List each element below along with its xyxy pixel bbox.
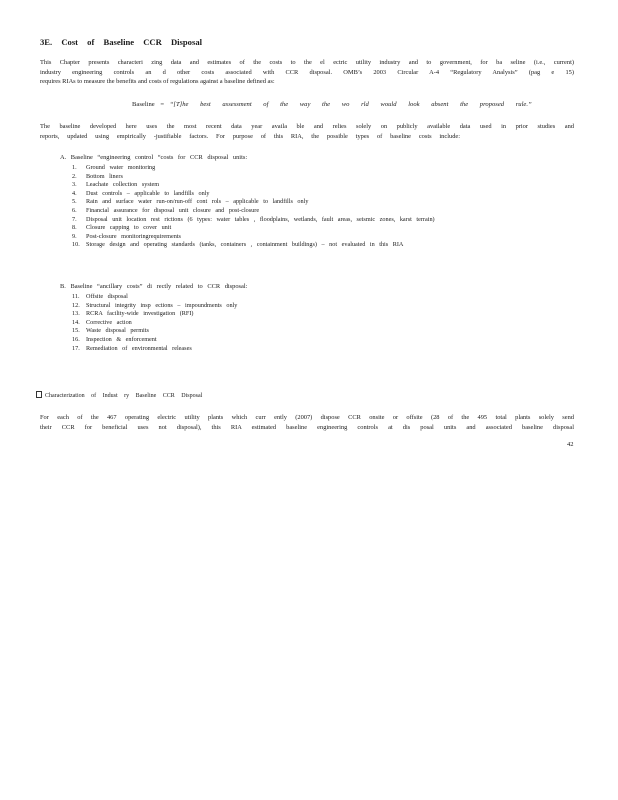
item-text: Financial assurance for disposal unit closure and post-closure [86, 206, 260, 214]
item-number: 8. [72, 224, 77, 232]
item-text: Ground water monitoring [86, 164, 156, 171]
item-text: Leachate collection system [86, 181, 160, 189]
item-number: 6. [72, 206, 77, 214]
list-item [72, 327, 237, 336]
item-number: 17. [72, 344, 80, 352]
item-number: 14. [72, 318, 80, 326]
subsection-title: Characterization of Indust ry Baseline CCR Disposal [45, 393, 203, 399]
list-item [72, 173, 435, 182]
item-number: 12. [72, 301, 80, 309]
list-item [72, 293, 237, 302]
baseline-label: Baseline = [132, 101, 165, 108]
list-item [72, 181, 435, 190]
list-item [72, 224, 435, 233]
item-number: 15. [72, 327, 80, 335]
item-text: Offsite disposal [86, 293, 128, 300]
item-number: 1. [72, 164, 77, 171]
closing-paragraph [40, 413, 574, 432]
list-item [72, 310, 237, 319]
baseline-quote: “[T]he best assessment of the way the wo rld would look absent the proposed rule.” [169, 101, 532, 108]
item-number: 10. [72, 241, 80, 249]
intro-line: requires RIAs to measure the benefits and costs of regulations against a baseline defined as: [40, 78, 275, 85]
item-number: 7. [72, 215, 77, 223]
item-text: Structural integrity insp ections – impoundments only [86, 301, 238, 309]
baseline-definition [132, 101, 532, 108]
list-item [72, 233, 435, 242]
group-a-title: A. Baseline “engineering control “costs for CCR disposal units: [60, 154, 248, 161]
intro-line: industry engineering controls an d other costs associated with CCR disposal. OMB’s 2003 Circular A-4 “Regulatory Analysis” (pag e 15) [40, 68, 574, 76]
item-text: RCRA facility-wide investigation (RFI) [86, 310, 194, 318]
baseline-line: reports, updated using empirically -justifiable factors. For purpose of this RIA, the possible types of baseline costs include: [40, 132, 460, 140]
list-item [72, 207, 435, 216]
item-text: Corrective action [86, 318, 132, 326]
item-text: Closure capping to cover unit [86, 224, 172, 232]
item-text: Dust controls – applicable to landfills only [86, 189, 210, 197]
item-text: Inspection & enforcement [86, 335, 157, 343]
item-number: 16. [72, 335, 80, 343]
item-text: Bottom liners [86, 172, 123, 180]
item-text: Rain and surface water run-on/run-off cont rols – applicable to landfills only [86, 198, 309, 206]
group-b-list [72, 293, 237, 353]
item-text: Remediation of environmental releases [86, 344, 192, 352]
item-text: Post-closure monitoringrequirements [86, 232, 181, 240]
list-item [72, 302, 237, 311]
item-text: Waste disposal permits [86, 327, 149, 335]
list-item [72, 319, 237, 328]
group-a-list [72, 164, 435, 250]
page-number: 42 [567, 441, 574, 448]
item-number: 2. [72, 172, 77, 180]
item-number: 13. [72, 310, 80, 318]
baseline-paragraph [40, 122, 574, 141]
closing-line: For each of the 467 operating electric utility plants which curr ently (2007) dispose CCR onsite or offsite (28 of the 495 total plants solely send [40, 414, 574, 421]
group-b-title: B. Baseline “ancillary costs” di rectly related to CCR disposal: [60, 283, 248, 290]
item-number: 3. [72, 181, 77, 189]
intro-line: This Chapter presents characteri zing data and estimates of the costs to the el ectric utility industry and to government, for ba seline (i.e., current) [40, 59, 574, 66]
item-number: 4. [72, 189, 77, 197]
section-heading: 3E. Cost of Baseline CCR Disposal [40, 37, 203, 47]
baseline-line: The baseline developed here uses the most recent data year availa ble and relies solely on publicly available data used in prior studies and [40, 123, 574, 130]
item-text: Disposal unit location rest rictions (6 types: water tables , floodplains, wetlands, fault areas, seismic zones, karst terrain) [86, 215, 435, 223]
list-item [72, 190, 435, 199]
list-item [72, 216, 435, 225]
list-item [72, 336, 237, 345]
item-number: 9. [72, 232, 77, 240]
item-text: Storage design and operating standards (tanks, containers , containment buildings) – not evaluated in this RIA [86, 241, 404, 249]
list-item [72, 198, 435, 207]
list-item [72, 164, 435, 173]
bullet-box-icon [36, 391, 42, 398]
item-number: 11. [72, 293, 80, 300]
item-number: 5. [72, 198, 77, 206]
closing-line: their CCR for beneficial uses not disposal), this RIA estimated baseline engineering controls at dis posal units and associated baseline disposal [40, 423, 574, 431]
subsection-heading [36, 391, 202, 399]
list-item [72, 241, 435, 250]
list-item [72, 345, 237, 354]
intro-paragraph [40, 58, 574, 87]
